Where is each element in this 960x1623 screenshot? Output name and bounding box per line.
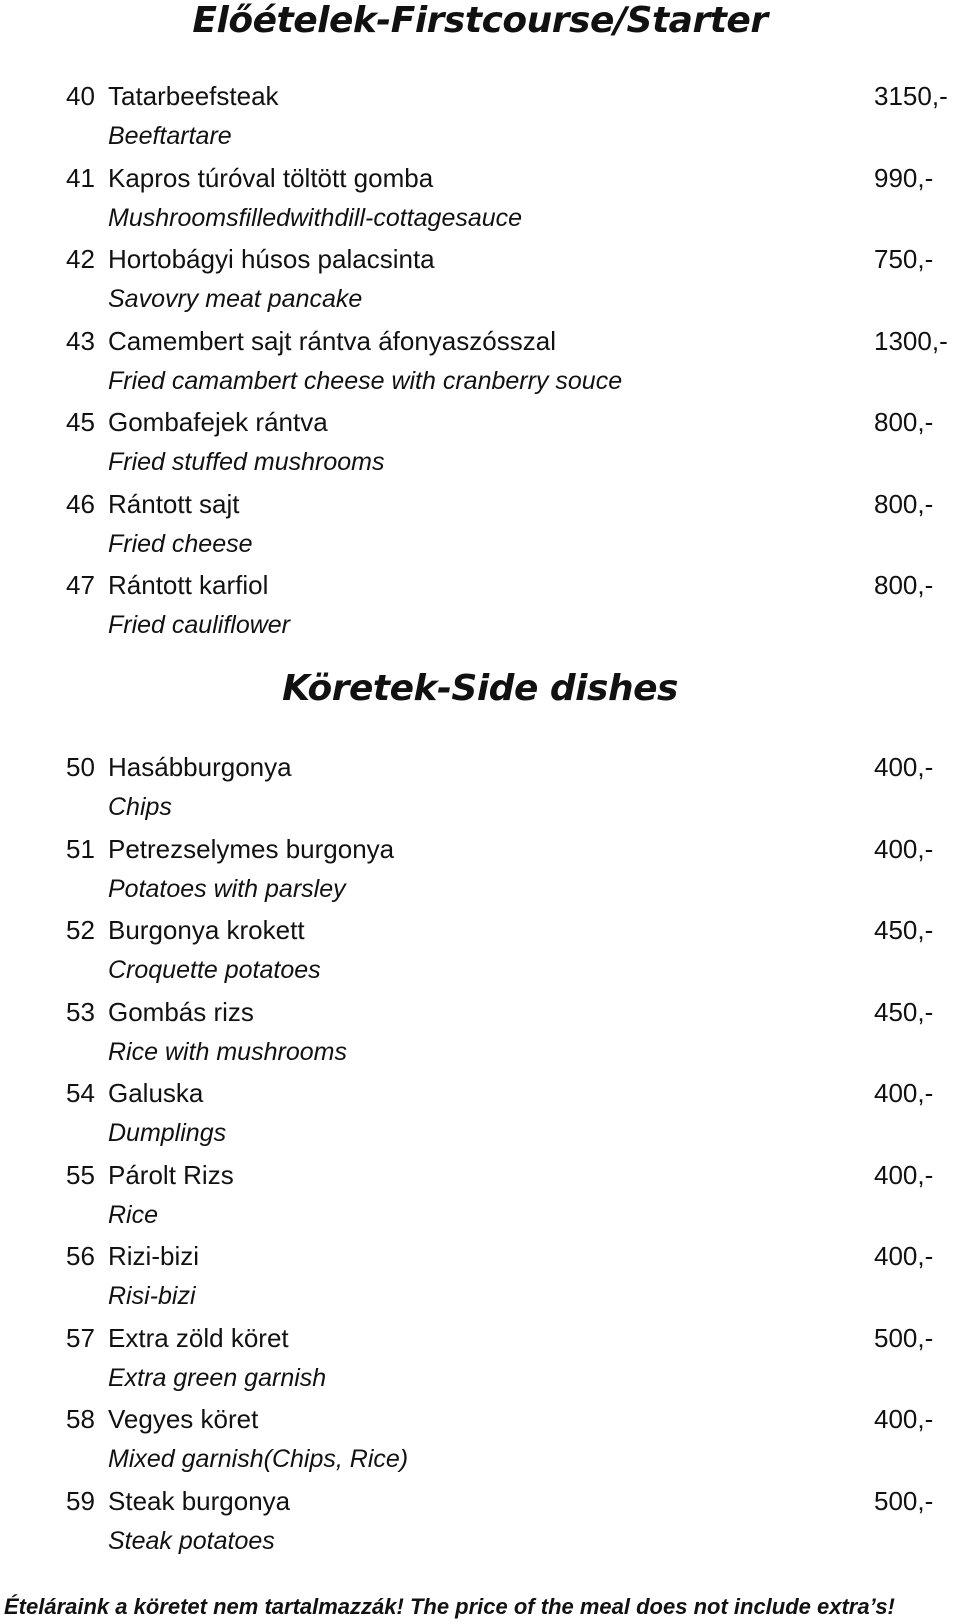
- menu-item-row: [0, 1236, 960, 1276]
- item-price: 750,-: [874, 244, 934, 274]
- menu-item: [0, 565, 960, 647]
- item-price: 500,-: [874, 1485, 934, 1516]
- menu-item-row: [0, 321, 960, 361]
- item-price: 400,-: [874, 1241, 934, 1271]
- item-english-name: Savovry meat pancake: [108, 285, 363, 313]
- menu-item: [0, 992, 960, 1074]
- menu-item-row: [0, 484, 960, 524]
- menu-item-row: [0, 829, 960, 869]
- item-number: 46: [66, 488, 95, 519]
- menu-item: [0, 910, 960, 992]
- sides-heading: Köretek-Side dishes: [282, 668, 678, 709]
- menu-item: [0, 484, 960, 566]
- item-english-name: Risi-bizi: [108, 1282, 196, 1310]
- item-number: 45: [66, 407, 95, 437]
- menu-item: [0, 158, 960, 240]
- item-number: 50: [66, 752, 95, 782]
- item-price: 800,-: [874, 488, 934, 519]
- item-name: Petrezselymes burgonya: [108, 833, 395, 864]
- item-price: 450,-: [874, 915, 934, 945]
- item-english-name: Croquette potatoes: [108, 956, 321, 984]
- item-number: 59: [66, 1485, 95, 1516]
- item-price: 990,-: [874, 162, 934, 193]
- item-name: Steak burgonya: [108, 1485, 291, 1516]
- item-price: 3150,-: [874, 81, 948, 111]
- item-name: Gombás rizs: [108, 996, 254, 1027]
- menu-item: [0, 402, 960, 484]
- menu-item: [0, 1236, 960, 1318]
- menu-item: [0, 1318, 960, 1400]
- menu-item-row: [0, 992, 960, 1032]
- item-english-name: Rice: [108, 1200, 159, 1229]
- item-english-name: Mixed garnish(Chips, Rice): [108, 1445, 409, 1473]
- item-name: Vegyes köret: [108, 1404, 259, 1434]
- item-english-name: Rice with mushrooms: [108, 1037, 347, 1066]
- item-number: 58: [66, 1404, 95, 1434]
- menu-item-row: [0, 402, 960, 442]
- item-name: Tatarbeefsteak: [108, 81, 279, 111]
- menu-item-row: [0, 1155, 960, 1195]
- menu-item: [0, 1073, 960, 1155]
- item-name: Kapros túróval töltött gomba: [108, 162, 434, 193]
- item-number: 51: [66, 833, 95, 864]
- item-price: 800,-: [874, 407, 934, 437]
- menu-item-row: [0, 910, 960, 950]
- starters-heading: Előételek-Firstcourse/Starter: [192, 0, 768, 41]
- item-number: 56: [66, 1241, 95, 1271]
- menu-item-row: [0, 1399, 960, 1439]
- item-name: Rántott sajt: [108, 488, 240, 519]
- item-name: Gombafejek rántva: [108, 407, 328, 437]
- menu-item: [0, 1399, 960, 1481]
- menu-item: [0, 239, 960, 321]
- item-number: 54: [66, 1078, 95, 1108]
- item-english-name: Potatoes with parsley: [108, 874, 346, 903]
- item-price: 400,-: [874, 833, 934, 864]
- menu-item-row: [0, 239, 960, 279]
- sides-list: [0, 747, 960, 1562]
- menu-item: [0, 1155, 960, 1237]
- item-price: 450,-: [874, 996, 934, 1027]
- item-name: Camembert sajt rántva áfonyaszósszal: [108, 325, 556, 356]
- item-name: Rizi-bizi: [108, 1241, 199, 1271]
- menu-item-row: [0, 1318, 960, 1358]
- item-english-name: Dumplings: [108, 1119, 227, 1147]
- item-price: 500,-: [874, 1322, 934, 1353]
- menu-item: [0, 1481, 960, 1563]
- menu-item-row: [0, 1073, 960, 1113]
- item-english-name: Chips: [108, 793, 172, 821]
- item-price: 800,-: [874, 570, 934, 600]
- item-number: 53: [66, 996, 95, 1027]
- menu-item-row: [0, 158, 960, 198]
- menu-item: [0, 321, 960, 403]
- menu-item-row: [0, 747, 960, 787]
- item-number: 52: [66, 915, 95, 945]
- menu-item-row: [0, 1481, 960, 1521]
- item-english-name: Fried camambert cheese with cranberry souce: [108, 366, 623, 395]
- item-price: 400,-: [874, 752, 934, 782]
- item-number: 41: [66, 162, 95, 193]
- item-price: 400,-: [874, 1159, 934, 1190]
- item-price: 400,-: [874, 1404, 934, 1434]
- menu-item: [0, 76, 960, 158]
- item-name: Hasábburgonya: [108, 752, 292, 782]
- item-name: Extra zöld köret: [108, 1322, 289, 1353]
- menu-item-row: [0, 76, 960, 116]
- item-english-name: Fried cheese: [108, 529, 253, 558]
- item-english-name: Steak potatoes: [108, 1526, 275, 1555]
- item-english-name: Fried stuffed mushrooms: [108, 448, 385, 476]
- item-english-name: Extra green garnish: [108, 1363, 327, 1392]
- starters-list: [0, 76, 960, 647]
- item-name: Hortobágyi húsos palacsinta: [108, 244, 435, 274]
- item-name: Burgonya krokett: [108, 915, 305, 945]
- item-number: 42: [66, 244, 95, 274]
- item-english-name: Fried cauliflower: [108, 611, 291, 639]
- menu-item: [0, 747, 960, 829]
- item-number: 57: [66, 1322, 95, 1353]
- item-number: 47: [66, 570, 95, 600]
- menu-item-row: [0, 565, 960, 605]
- item-price: 1300,-: [874, 325, 948, 356]
- item-price: 400,-: [874, 1078, 934, 1108]
- item-name: Galuska: [108, 1078, 204, 1108]
- price-note: Ételáraink a köretet nem tartalmazzák! The price of the meal does not include extra’s!: [4, 1594, 895, 1619]
- item-english-name: Mushroomsfilledwithdill-cottagesauce: [108, 203, 523, 232]
- item-english-name: Beeftartare: [108, 122, 232, 150]
- item-name: Párolt Rizs: [108, 1159, 234, 1190]
- item-name: Rántott karfiol: [108, 570, 269, 600]
- item-number: 40: [66, 81, 95, 111]
- menu-item: [0, 829, 960, 911]
- item-number: 43: [66, 325, 95, 356]
- item-number: 55: [66, 1159, 95, 1190]
